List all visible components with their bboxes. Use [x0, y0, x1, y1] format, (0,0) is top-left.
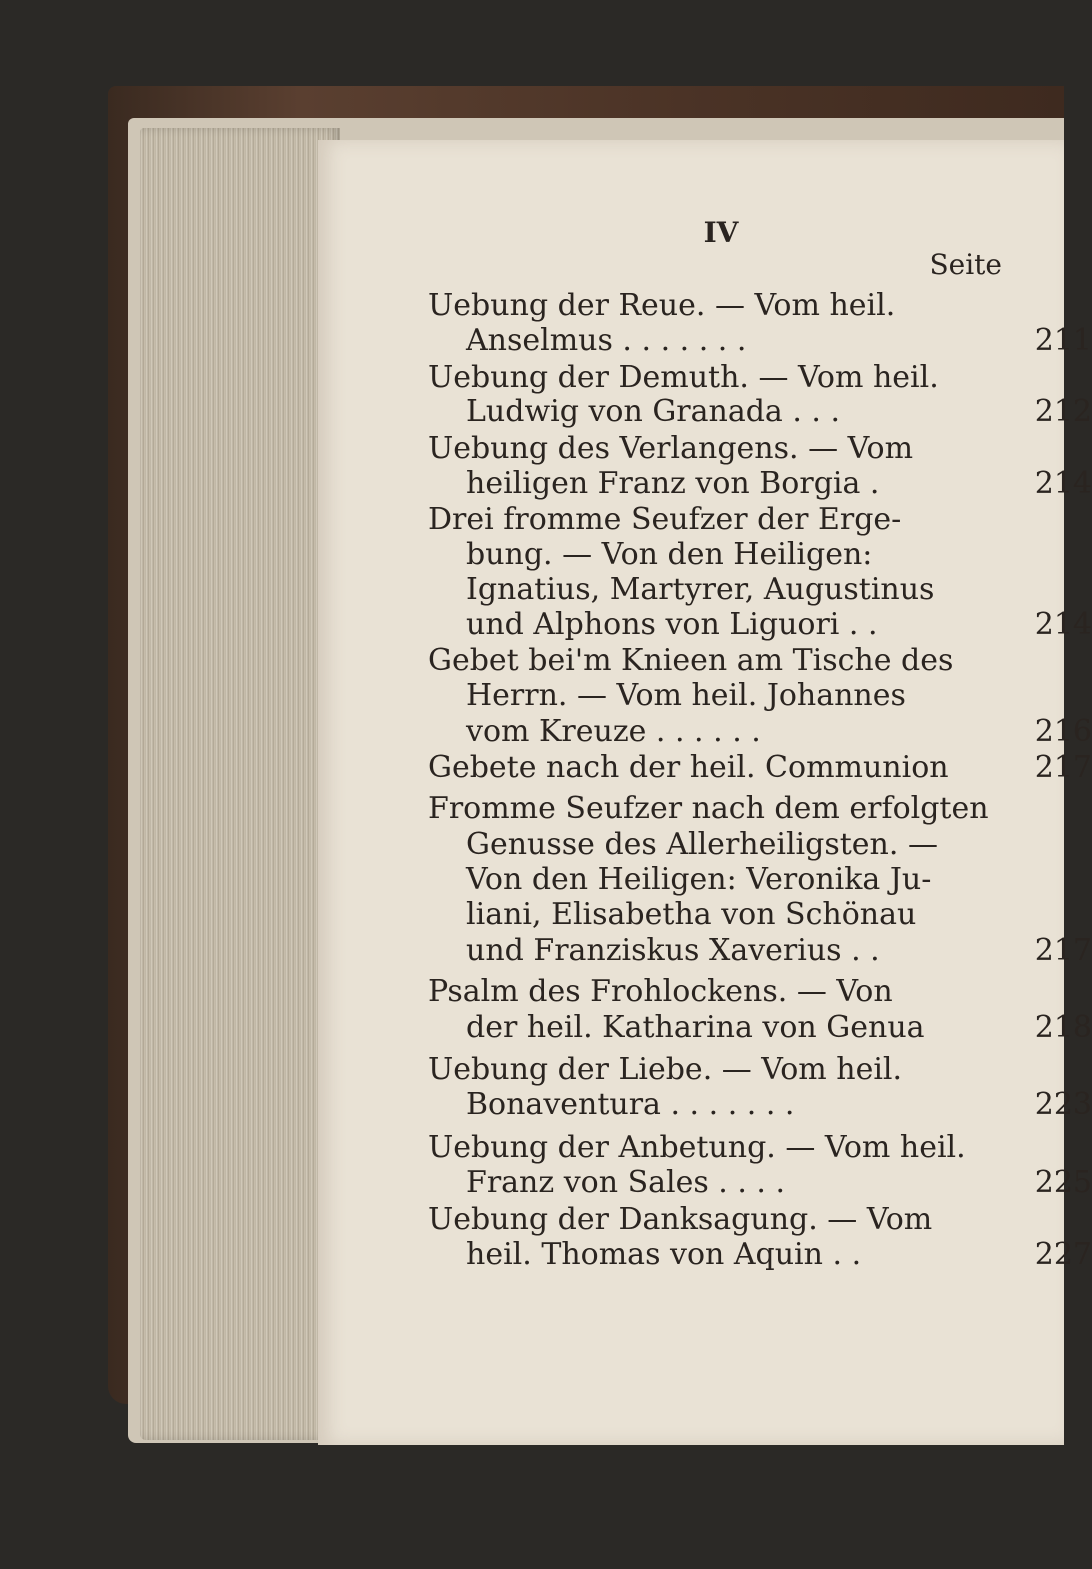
toc-page-number: 225	[1034, 1165, 1092, 1200]
toc-entry-line	[466, 1087, 1092, 1123]
toc-entry-text: Uebung der Reue. — Vom heil.	[428, 288, 896, 323]
toc-entry-text: Franz von Sales . . . .	[466, 1165, 786, 1200]
toc-entry-text: Uebung der Danksagung. — Vom	[428, 1202, 933, 1237]
toc-entry-text: Gebete nach der heil. Communion	[428, 750, 949, 785]
toc-page-number: 214	[1034, 607, 1092, 642]
toc-entry-text: heiligen Franz von Borgia .	[466, 466, 880, 501]
page-numeral: IV	[703, 216, 739, 249]
toc-page-number: 217	[1034, 933, 1092, 968]
toc-entry-text: Bonaventura . . . . . . .	[466, 1087, 795, 1122]
toc-page-number: 227	[1034, 1237, 1092, 1272]
toc-entry-line	[428, 1202, 1004, 1238]
toc-entry-text: Uebung der Demuth. — Vom heil.	[428, 360, 939, 395]
toc-entry-line	[466, 572, 1004, 608]
toc-page-number: 216	[1034, 714, 1092, 749]
toc-entry-line	[466, 862, 1004, 898]
toc-entry-text: Uebung des Verlangens. — Vom	[428, 431, 914, 466]
toc-entry-text: der heil. Katharina von Genua	[466, 1010, 925, 1045]
toc-entry-line	[428, 431, 1004, 467]
toc-entry-line	[466, 1237, 1092, 1273]
toc-entry-line	[466, 933, 1092, 969]
toc-entry-line	[428, 643, 1004, 679]
toc-entry-text: Ignatius, Martyrer, Augustinus	[466, 572, 935, 607]
toc-entry-text: Psalm des Frohlockens. — Von	[428, 974, 893, 1009]
toc-entry-line	[428, 1052, 1004, 1088]
toc-entry-text: Drei fromme Seufzer der Erge-	[428, 502, 902, 537]
toc-entry-line	[466, 466, 1092, 502]
toc-entry-line	[466, 678, 1004, 714]
toc-entry-text: Gebet bei'm Knieen am Tische des	[428, 643, 954, 678]
toc-entry-line	[466, 1165, 1092, 1201]
toc-entry-line	[428, 502, 1004, 538]
toc-entry-line	[428, 974, 1004, 1010]
toc-entry-text: und Franziskus Xaverius . .	[466, 933, 880, 968]
toc-entry-line	[466, 897, 1004, 933]
book-page	[318, 140, 1092, 1445]
toc-page-number: 214	[1034, 466, 1092, 501]
toc-entry-line	[466, 607, 1092, 643]
toc-entry-text: liani, Elisabetha von Schönau	[466, 897, 917, 932]
toc-entry-text: Von den Heiligen: Veronika Ju-	[466, 862, 932, 897]
toc-entry-text: Fromme Seufzer nach dem erfolgten	[428, 791, 989, 826]
toc-entry-text: Uebung der Anbetung. — Vom heil.	[428, 1130, 966, 1165]
toc-entry-line	[428, 360, 1004, 396]
toc-entry-line	[466, 827, 1004, 863]
toc-entry-line	[428, 791, 1004, 827]
page-column-label: Seite	[929, 248, 1002, 281]
toc-entry-text: Ludwig von Granada . . .	[466, 394, 841, 429]
toc-entry-text: Genusse des Allerheiligsten. —	[466, 827, 938, 862]
toc-entry-line	[466, 714, 1092, 750]
toc-entry-text: vom Kreuze . . . . . .	[466, 714, 761, 749]
toc-entry-line	[466, 1010, 1092, 1046]
toc-entry-line	[466, 394, 1092, 430]
toc-entry-text: Herrn. — Vom heil. Johannes	[466, 678, 906, 713]
toc-entry-text: Anselmus . . . . . . .	[466, 323, 747, 358]
toc-entry-text: bung. — Von den Heiligen:	[466, 537, 873, 572]
toc-page-number: 217	[1034, 750, 1092, 785]
toc-page-number: 223	[1034, 1087, 1092, 1122]
toc-entry-line	[466, 323, 1092, 359]
toc-page-number: 218	[1034, 1010, 1092, 1045]
toc-entry-line	[428, 288, 1004, 324]
toc-entry-text: Uebung der Liebe. — Vom heil.	[428, 1052, 903, 1087]
toc-entry-text: und Alphons von Liguori . .	[466, 607, 878, 642]
toc-entry-line	[428, 1130, 1004, 1166]
page-edges	[140, 128, 340, 1440]
toc-page-number: 211	[1034, 323, 1092, 358]
toc-page-number: 212	[1034, 394, 1092, 429]
toc-entry-text: heil. Thomas von Aquin . .	[466, 1237, 862, 1272]
toc-entry-line	[428, 750, 1092, 786]
toc-entry-line	[466, 537, 1004, 573]
